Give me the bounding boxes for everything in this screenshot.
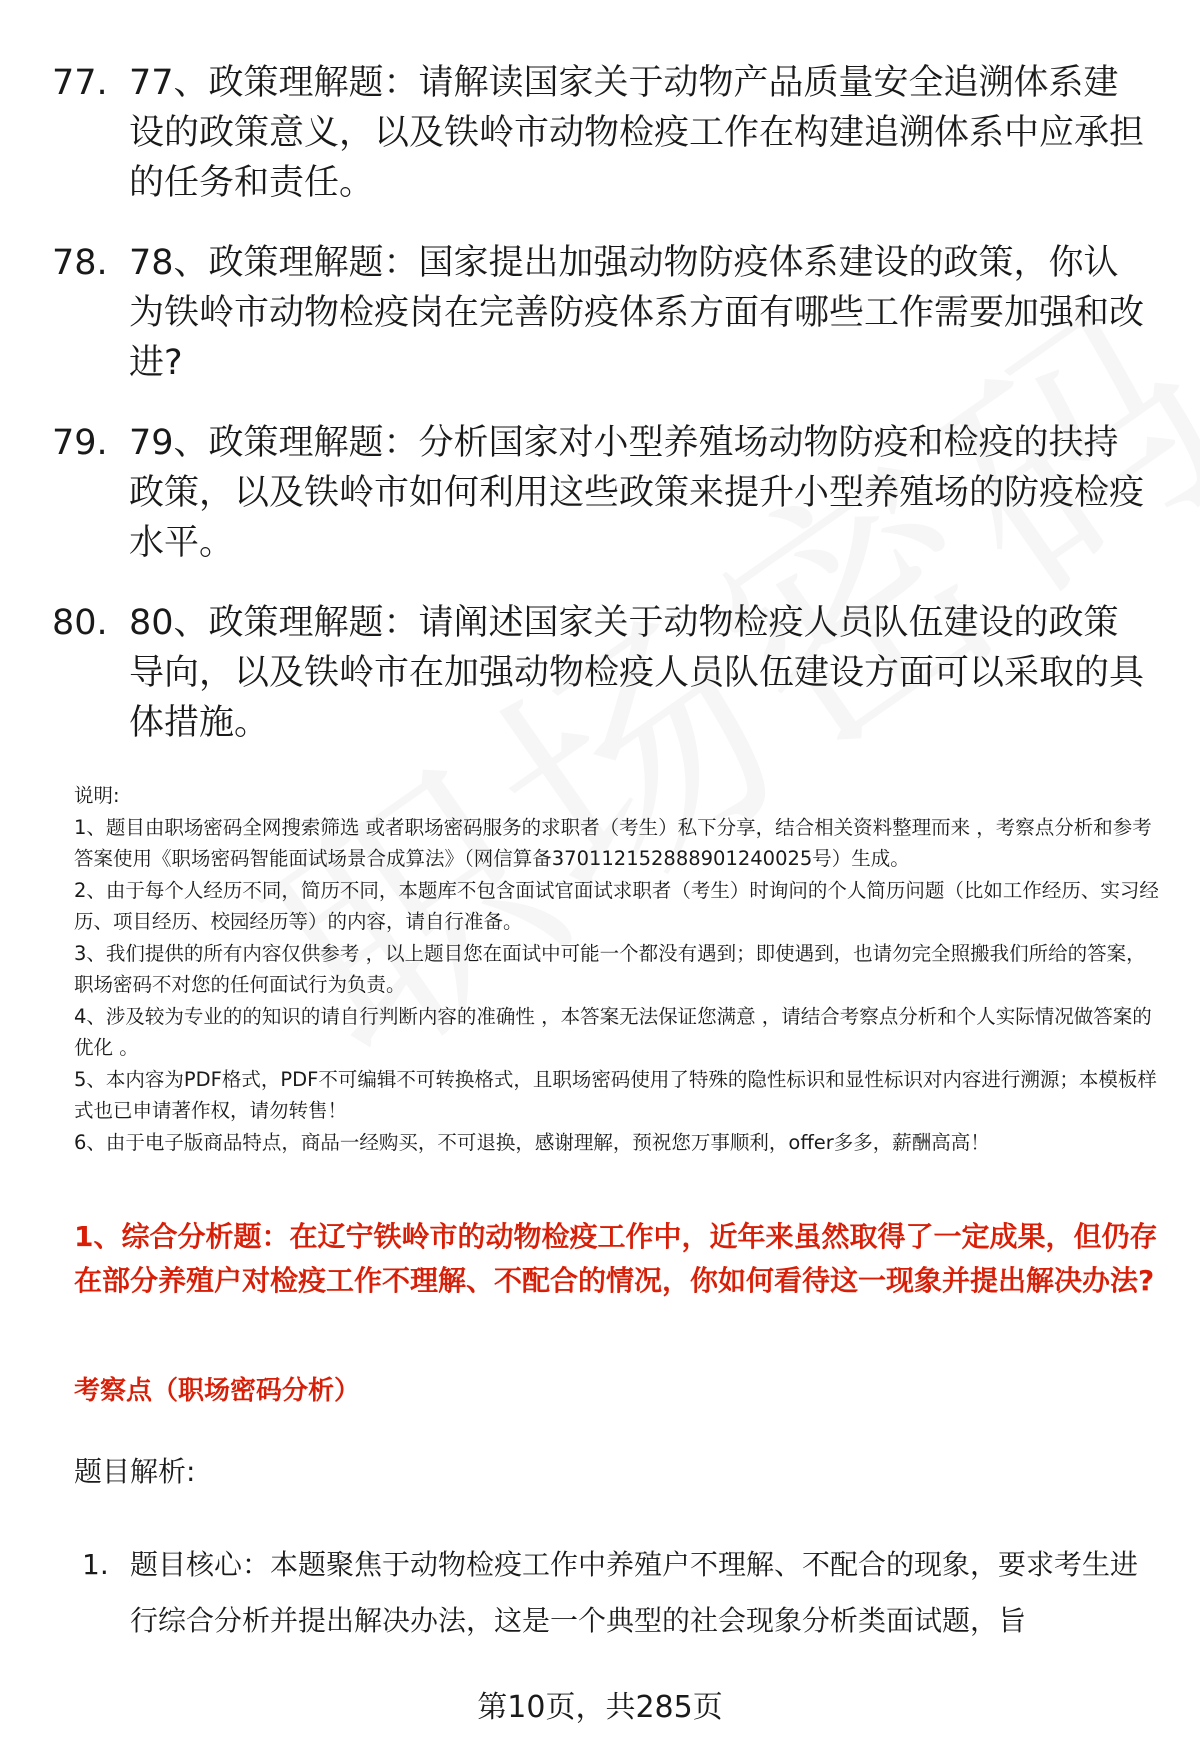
question-item bbox=[52, 238, 1152, 388]
question-number: 79. bbox=[52, 423, 108, 463]
question-number: 80. bbox=[52, 603, 108, 643]
note-item: 4、涉及较为专业的的知识的请自行判断内容的准确性 ，本答案无法保证您满意 ，请结合考察点分析和个人实际情况做答案的优化 。 bbox=[74, 1004, 1152, 1059]
analysis-text: 题目核心：本题聚焦于动物检疫工作中养殖户不理解、不配合的现象，要求考生进行综合分析并提出解决办法，这是一个典型的社会现象分析类面试题，旨 bbox=[130, 1548, 1139, 1637]
question-list bbox=[52, 58, 1152, 778]
question-text: 77、政策理解题：请解读国家关于动物产品质量安全追溯体系建设的政策意义，以及铁岭市动物检疫工作在构建追溯体系中应承担的任务和责任。 bbox=[129, 63, 1145, 203]
note-item: 2、由于每个人经历不同，简历不同，本题库不包含面试官面试求职者（考生）时询问的个人简历问题（比如工作经历、实习经历、项目经历、校园经历等）的内容，请自行准备。 bbox=[74, 878, 1159, 933]
note-item: 3、我们提供的所有内容仅供参考 ，以上题目您在面试中可能一个都没有遇到；即使遇到，也请勿完全照搬我们所给的答案，职场密码不对您的任何面试行为负责。 bbox=[74, 941, 1146, 996]
question-number: 77. bbox=[52, 63, 108, 103]
note-item: 1、题目由职场密码全网搜索筛选 或者职场密码服务的求职者（考生）私下分享，结合相关资料整理而来 ，考察点分析和参考答案使用《职场密码智能面试场景合成算法》（网信算备370112152888901240025号）生成。 bbox=[74, 815, 1152, 870]
page-footer: 第10页，共285页 bbox=[477, 1690, 723, 1725]
main-question: 1、综合分析题：在辽宁铁岭市的动物检疫工作中，近年来虽然取得了一定成果，但仍存在部分养殖户对检疫工作不理解、不配合的情况，你如何看待这一现象并提出解决办法? bbox=[74, 1220, 1158, 1297]
question-number: 78. bbox=[52, 243, 108, 283]
question-item bbox=[52, 598, 1152, 748]
question-text: 79、政策理解题：分析国家对小型养殖场动物防疫和检疫的扶持政策，以及铁岭市如何利用这些政策来提升小型养殖场的防疫检疫水平。 bbox=[129, 423, 1145, 563]
kaochadian-heading: 考察点（职场密码分析） bbox=[74, 1376, 361, 1406]
analysis-number: 1. bbox=[82, 1548, 109, 1581]
jiexi-label: 题目解析: bbox=[74, 1455, 196, 1488]
question-item bbox=[52, 418, 1152, 568]
note-item: 6、由于电子版商品特点，商品一经购买，不可退换，感谢理解，预祝您万事顺利，offer多多，薪酬高高！ bbox=[74, 1130, 990, 1154]
notes-heading: 说明: bbox=[74, 784, 120, 807]
question-text: 80、政策理解题：请阐述国家关于动物检疫人员队伍建设的政策导向，以及铁岭市在加强动物检疫人员队伍建设方面可以采取的具体措施。 bbox=[129, 603, 1145, 743]
question-item bbox=[52, 58, 1152, 208]
note-item: 5、本内容为PDF格式，PDF不可编辑不可转换格式，且职场密码使用了特殊的隐性标识和显性标识对内容进行溯源；本模板样式也已申请著作权，请勿转售！ bbox=[74, 1067, 1157, 1122]
analysis-item bbox=[82, 1537, 1162, 1649]
question-text: 78、政策理解题：国家提出加强动物防疫体系建设的政策，你认为铁岭市动物检疫岗在完善防疫体系方面有哪些工作需要加强和改进? bbox=[129, 243, 1145, 383]
notes-section bbox=[74, 780, 1164, 1158]
